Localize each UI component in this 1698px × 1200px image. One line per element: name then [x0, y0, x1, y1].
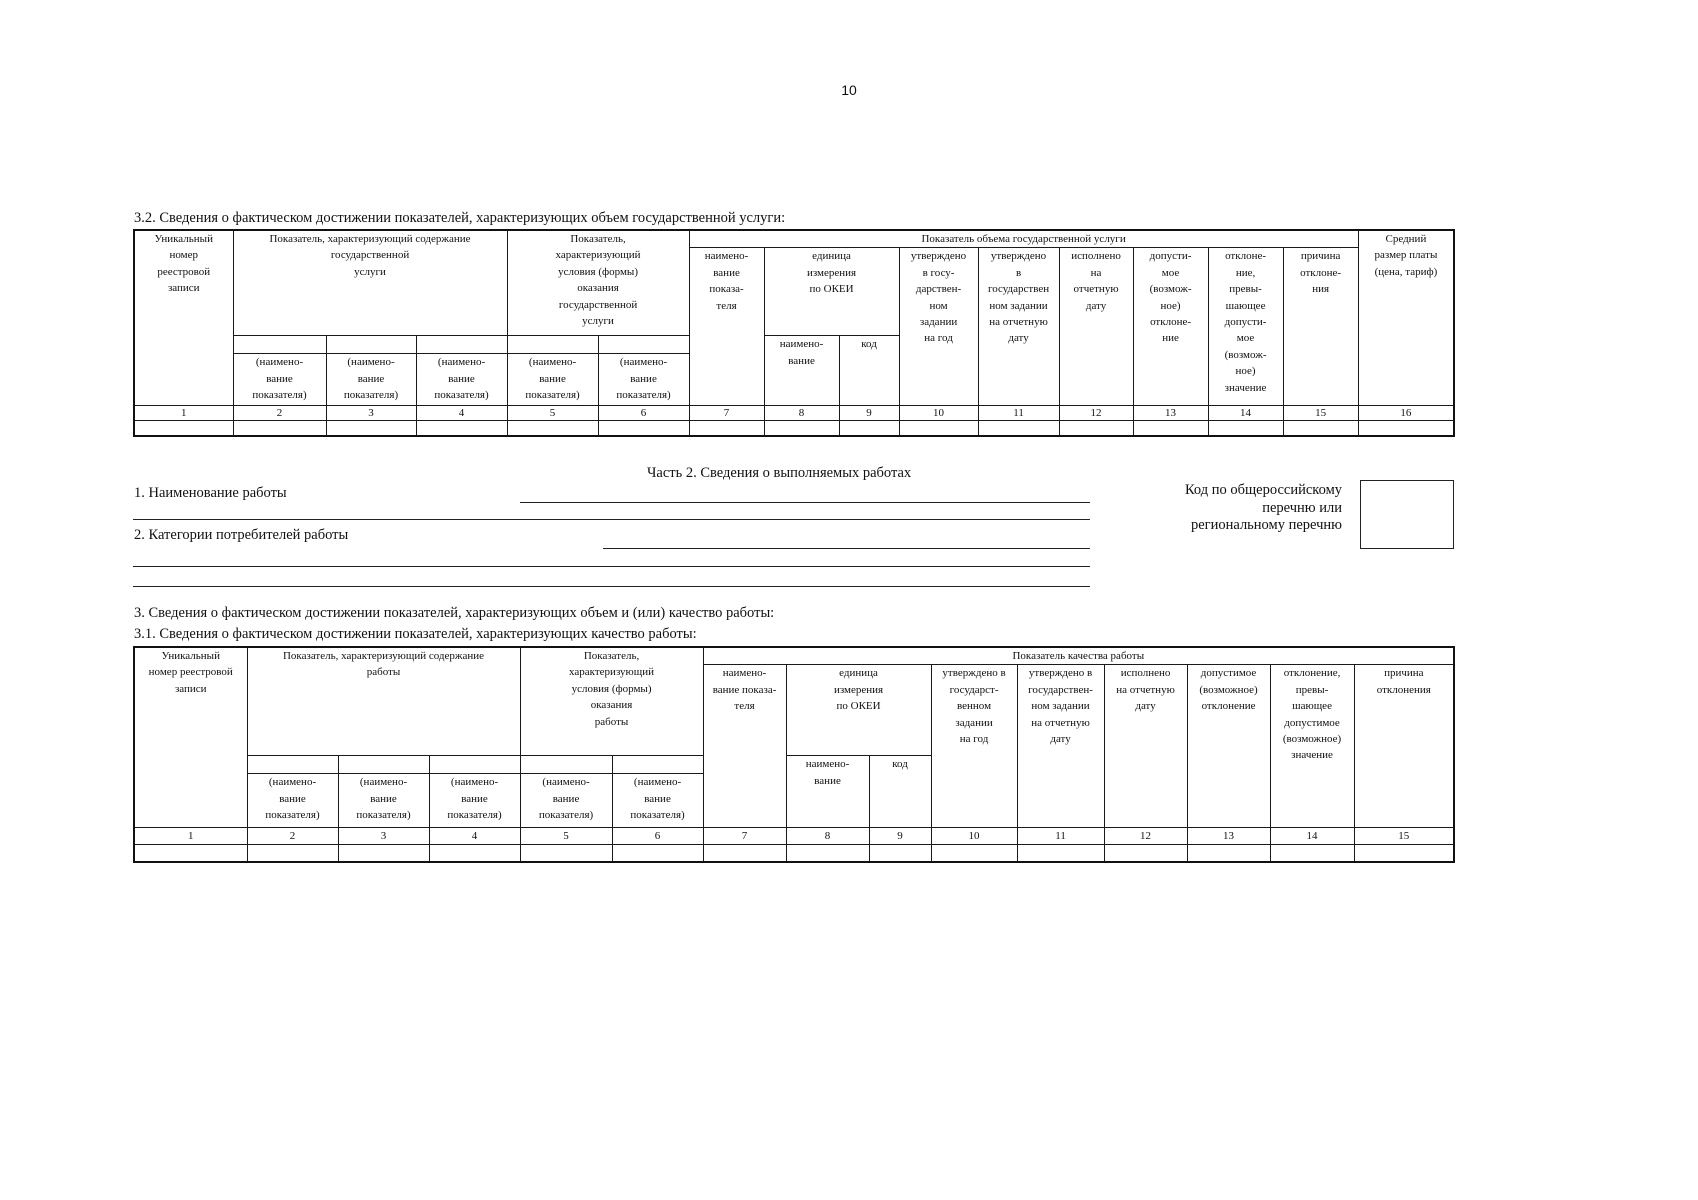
registry-code-box[interactable] [1360, 480, 1454, 549]
col-number: 14 [1270, 828, 1354, 845]
consumers-label: 2. Категории потребителей работы [134, 527, 349, 543]
th-executed: исполнено на отчетную дату [1059, 248, 1133, 406]
work-name-label: 1. Наименование работы [134, 485, 287, 501]
volume-table [133, 229, 1455, 437]
table-cell[interactable] [134, 845, 247, 862]
th-empty [326, 336, 416, 354]
table-cell[interactable] [326, 421, 416, 436]
th-allowed-deviation: допустимое (возможное) отклонение [1187, 665, 1270, 828]
table-cell[interactable] [1354, 845, 1454, 862]
col-number: 3 [338, 828, 429, 845]
th-indicator-label: (наимено- вание показателя) [598, 354, 689, 406]
column-numbers-row [134, 828, 1454, 845]
table-cell[interactable] [786, 845, 869, 862]
col-number: 12 [1104, 828, 1187, 845]
col-number: 3 [326, 406, 416, 421]
table-cell[interactable] [1270, 845, 1354, 862]
th-empty [338, 756, 429, 774]
th-unique-number: Уникальный номер реестровой записи [134, 647, 247, 828]
col-number: 15 [1354, 828, 1454, 845]
quality-table [133, 646, 1455, 863]
th-empty [520, 756, 612, 774]
th-average-fee: Средний размер платы (цена, тариф) [1358, 230, 1454, 406]
th-exceeding-deviation: отклоне- ние, превы- шающее допусти- мое (возмож- ное) значение [1208, 248, 1283, 406]
th-approved-year: утверждено в государст- венном задании на год [931, 665, 1017, 828]
th-empty [429, 756, 520, 774]
th-unit-name: наимено- вание [764, 336, 839, 406]
table-cell[interactable] [1133, 421, 1208, 436]
col-number: 13 [1187, 828, 1270, 845]
table-cell[interactable] [1017, 845, 1104, 862]
th-unit-code: код [839, 336, 899, 406]
col-number: 5 [520, 828, 612, 845]
col-number: 14 [1208, 406, 1283, 421]
consumers-line[interactable] [603, 548, 1090, 549]
th-empty [598, 336, 689, 354]
th-indicator-label: (наимено- вание показателя) [233, 354, 326, 406]
col-number: 15 [1283, 406, 1358, 421]
part-2-title: Часть 2. Сведения о выполняемых работах [647, 465, 912, 481]
column-numbers-row [134, 406, 1454, 421]
col-number: 12 [1059, 406, 1133, 421]
th-unit-okei: единица измерения по ОКЕИ [786, 665, 931, 756]
col-number: 13 [1133, 406, 1208, 421]
table-cell[interactable] [931, 845, 1017, 862]
col-number: 4 [416, 406, 507, 421]
th-content-indicator: Показатель, характеризующий содержание работы [247, 647, 520, 756]
table-cell[interactable] [1208, 421, 1283, 436]
consumers-line-3[interactable] [133, 586, 1090, 587]
col-number: 4 [429, 828, 520, 845]
section-3-1-title: 3.1. Сведения о фактическом достижении показателей, характеризующих качество работы: [134, 626, 697, 642]
table-row [134, 845, 1454, 862]
th-empty [612, 756, 703, 774]
table-cell[interactable] [839, 421, 899, 436]
table-cell[interactable] [338, 845, 429, 862]
th-conditions-indicator: Показатель, характеризующий условия (формы) оказания государственной услуги [507, 230, 689, 336]
col-number: 2 [233, 406, 326, 421]
table-row [134, 421, 1454, 436]
col-number: 16 [1358, 406, 1454, 421]
col-number: 7 [689, 406, 764, 421]
th-unit-code: код [869, 756, 931, 828]
th-indicator-label: (наимено- вание показателя) [338, 774, 429, 828]
th-approved-date: утверждено в государствен ном задании на отчетную дату [978, 248, 1059, 406]
col-number: 10 [931, 828, 1017, 845]
table-cell[interactable] [1059, 421, 1133, 436]
col-number: 6 [612, 828, 703, 845]
table-cell[interactable] [134, 421, 233, 436]
th-empty [233, 336, 326, 354]
table-cell[interactable] [429, 845, 520, 862]
work-name-line[interactable] [520, 502, 1090, 503]
th-empty [416, 336, 507, 354]
section-3-title: 3. Сведения о фактическом достижении показателей, характеризующих объем и (или) качество работы: [134, 605, 775, 621]
th-empty [247, 756, 338, 774]
table-cell[interactable] [1358, 421, 1454, 436]
col-number: 1 [134, 828, 247, 845]
col-number: 9 [869, 828, 931, 845]
col-number: 6 [598, 406, 689, 421]
table-cell[interactable] [1187, 845, 1270, 862]
registry-code-label: Код по общероссийскому перечню или региональному перечню [1184, 482, 1342, 533]
th-indicator-name: наимено- вание показа- теля [689, 248, 764, 406]
col-number: 5 [507, 406, 598, 421]
table-cell[interactable] [978, 421, 1059, 436]
th-volume-indicator: Показатель объема государственной услуги [689, 230, 1358, 248]
th-indicator-label: (наимено- вание показателя) [416, 354, 507, 406]
page-number: 10 [841, 82, 857, 98]
th-deviation-reason: причина отклонения [1354, 665, 1454, 828]
table-cell[interactable] [869, 845, 931, 862]
th-indicator-label: (наимено- вание показателя) [612, 774, 703, 828]
consumers-line-2[interactable] [133, 566, 1090, 567]
col-number: 9 [839, 406, 899, 421]
table-cell[interactable] [689, 421, 764, 436]
col-number: 8 [764, 406, 839, 421]
col-number: 2 [247, 828, 338, 845]
table-cell[interactable] [598, 421, 689, 436]
table-cell[interactable] [233, 421, 326, 436]
th-exceeding-deviation: отклонение, превы- шающее допустимое (возможное) значение [1270, 665, 1354, 828]
section-3-2-title: 3.2. Сведения о фактическом достижении показателей, характеризующих объем государственной услуги: [134, 210, 786, 226]
col-number: 8 [786, 828, 869, 845]
table-cell[interactable] [764, 421, 839, 436]
th-indicator-label: (наимено- вание показателя) [247, 774, 338, 828]
table-cell[interactable] [416, 421, 507, 436]
th-empty [507, 336, 598, 354]
th-deviation-reason: причина отклоне- ния [1283, 248, 1358, 406]
th-conditions-indicator: Показатель, характеризующий условия (формы) оказания работы [520, 647, 703, 756]
th-unit-name: наимено- вание [786, 756, 869, 828]
th-quality-indicator: Показатель качества работы [703, 647, 1454, 665]
col-number: 11 [1017, 828, 1104, 845]
th-unit-okei: единица измерения по ОКЕИ [764, 248, 899, 336]
col-number: 1 [134, 406, 233, 421]
th-indicator-label: (наимено- вание показателя) [429, 774, 520, 828]
th-indicator-label: (наимено- вание показателя) [326, 354, 416, 406]
table-cell[interactable] [520, 845, 612, 862]
table-cell[interactable] [1283, 421, 1358, 436]
col-number: 7 [703, 828, 786, 845]
col-number: 11 [978, 406, 1059, 421]
table-cell[interactable] [899, 421, 978, 436]
table-cell[interactable] [247, 845, 338, 862]
table-cell[interactable] [507, 421, 598, 436]
work-name-line-2[interactable] [133, 519, 1090, 520]
th-indicator-name: наимено- вание показа- теля [703, 665, 786, 828]
th-indicator-label: (наимено- вание показателя) [520, 774, 612, 828]
th-executed: исполнено на отчетную дату [1104, 665, 1187, 828]
th-approved-date: утверждено в государствен- ном задании на отчетную дату [1017, 665, 1104, 828]
th-allowed-deviation: допусти- мое (возмож- ное) отклоне- ние [1133, 248, 1208, 406]
table-cell[interactable] [1104, 845, 1187, 862]
th-unique-number: Уникальный номер реестровой записи [134, 230, 233, 406]
th-approved-year: утверждено в госу- дарствен- ном задании на год [899, 248, 978, 406]
table-cell[interactable] [703, 845, 786, 862]
th-indicator-label: (наимено- вание показателя) [507, 354, 598, 406]
table-cell[interactable] [612, 845, 703, 862]
col-number: 10 [899, 406, 978, 421]
th-content-indicator: Показатель, характеризующий содержание государственной услуги [233, 230, 507, 336]
